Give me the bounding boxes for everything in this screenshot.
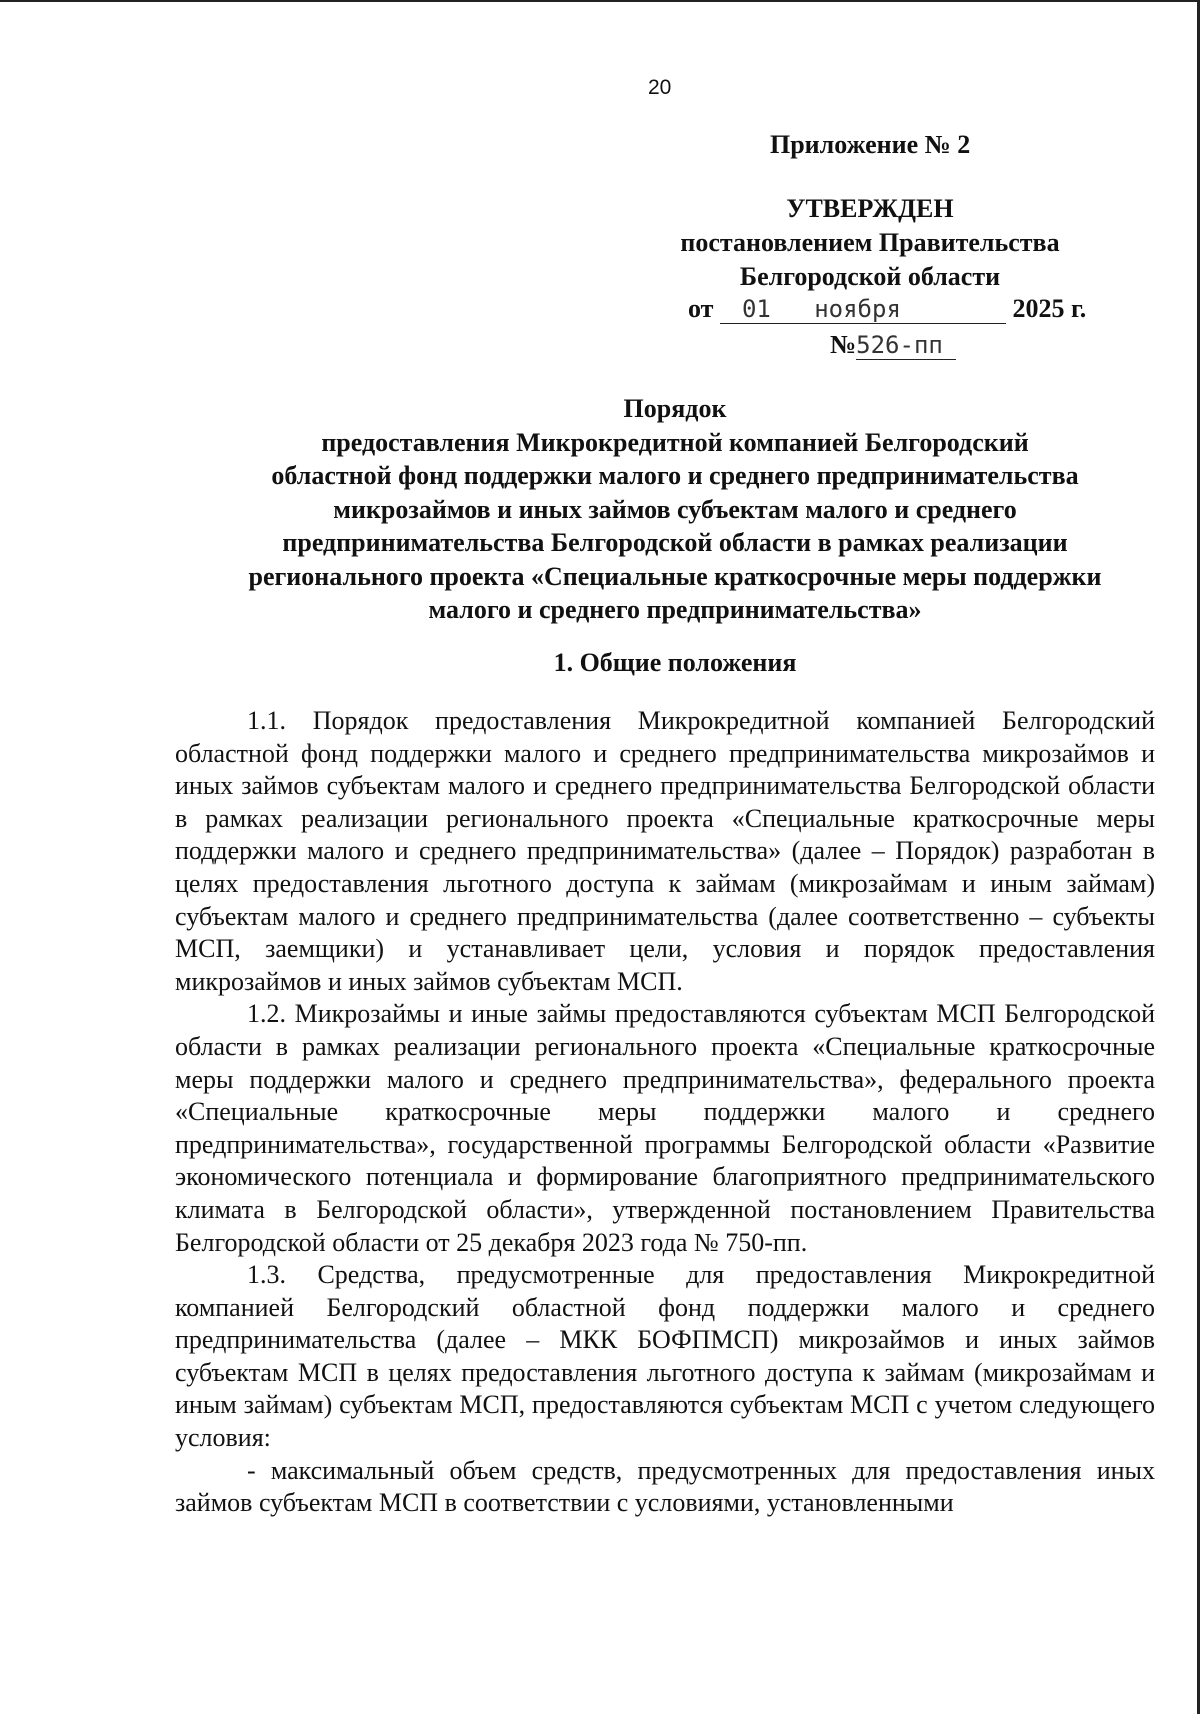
- section-heading: 1. Общие положения: [553, 648, 797, 677]
- approval-date: [688, 294, 1086, 324]
- title-line: Порядок: [623, 394, 727, 423]
- paragraph-1-2: 1.2. Микрозаймы и иные займы предоставляются субъектам МСП Белгородской области в рамках реализации регионального проекта «Специальные краткосрочные меры поддержки малого и среднего предпринимательства», федерального проекта «Специальные краткосрочные меры поддержки малого и среднего предпринимательства», государственной программы Белгородской области «Развитие экономического потенциала и формирование благоприятного предпринимательского климата в Белгородской области», утвержденной постановлением Правительства Белгородской области от 25 декабря 2023 года № 750-пп.: [175, 999, 1155, 1257]
- title-line: регионального проекта «Специальные краткосрочные меры поддержки: [248, 561, 1102, 591]
- title-line: областной фонд поддержки малого и среднего предпринимательства: [271, 461, 1079, 490]
- handwritten-number: 526-пп: [856, 331, 956, 360]
- title-line: малого и среднего предпринимательства»: [428, 595, 922, 624]
- approved-line: УТВЕРЖДЕН: [786, 194, 954, 223]
- appendix-label: Приложение № 2: [770, 130, 971, 159]
- title-line: предпринимательства Белгородской области в рамках реализации: [282, 528, 1068, 557]
- number-prefix: №: [830, 330, 857, 359]
- section-body: [175, 705, 1155, 1520]
- title-line: микрозаймов и иных займов субъектам малого и среднего: [333, 494, 1017, 524]
- approved-line: постановлением Правительства: [680, 228, 1060, 257]
- list-item-condition: - максимальный объем средств, предусмотренных для предоставления иных займов субъектам МСП в соответствии с условиями, установленными: [175, 1455, 1155, 1518]
- paragraph-1-1: 1.1. Порядок предоставления Микрокредитной компанией Белгородский областной фонд поддержки малого и среднего предпринимательства микрозаймов и иных займов субъектам малого и среднего предпринимательства Белгородской области в рамках реализации регионального проекта «Специальные краткосрочные меры поддержки малого и среднего предпринимательства» (далее – Порядок) разработан в целях предоставления льготного доступа к займам (микрозаймам и иным займам) субъектам малого и среднего предпринимательства (далее соответственно – субъекты МСП, заемщики) и устанавливает цели, условия и порядок предоставления микрозаймов и иных займов субъектам МСП.: [175, 706, 1155, 996]
- date-year: 2025 г.: [1012, 294, 1087, 323]
- title-line: предоставления Микрокредитной компанией Белгородский: [321, 427, 1029, 457]
- paragraph-1-3: 1.3. Средства, предусмотренные для предоставления Микрокредитной компанией Белгородский областной фонд поддержки малого и среднего предпринимательства (далее – МКК БОФПМСП) микрозаймов и иных займов субъектам МСП в целях предоставления льготного доступа к займам (микрозаймам и иным займам) субъектам МСП, предоставляются субъектам МСП с учетом следующего условия:: [175, 1260, 1155, 1453]
- scan-border-top: [0, 0, 1200, 2]
- date-prefix: от: [688, 294, 714, 323]
- date-month: ноября: [814, 295, 901, 323]
- date-day: 01: [741, 295, 771, 323]
- approved-line: Белгородской области: [739, 262, 1001, 291]
- handwritten-date: [720, 295, 1006, 324]
- page-number: 20: [648, 76, 672, 99]
- document-title: [175, 392, 1175, 627]
- approval-stamp-text: [660, 192, 1080, 294]
- approval-number: [830, 330, 956, 360]
